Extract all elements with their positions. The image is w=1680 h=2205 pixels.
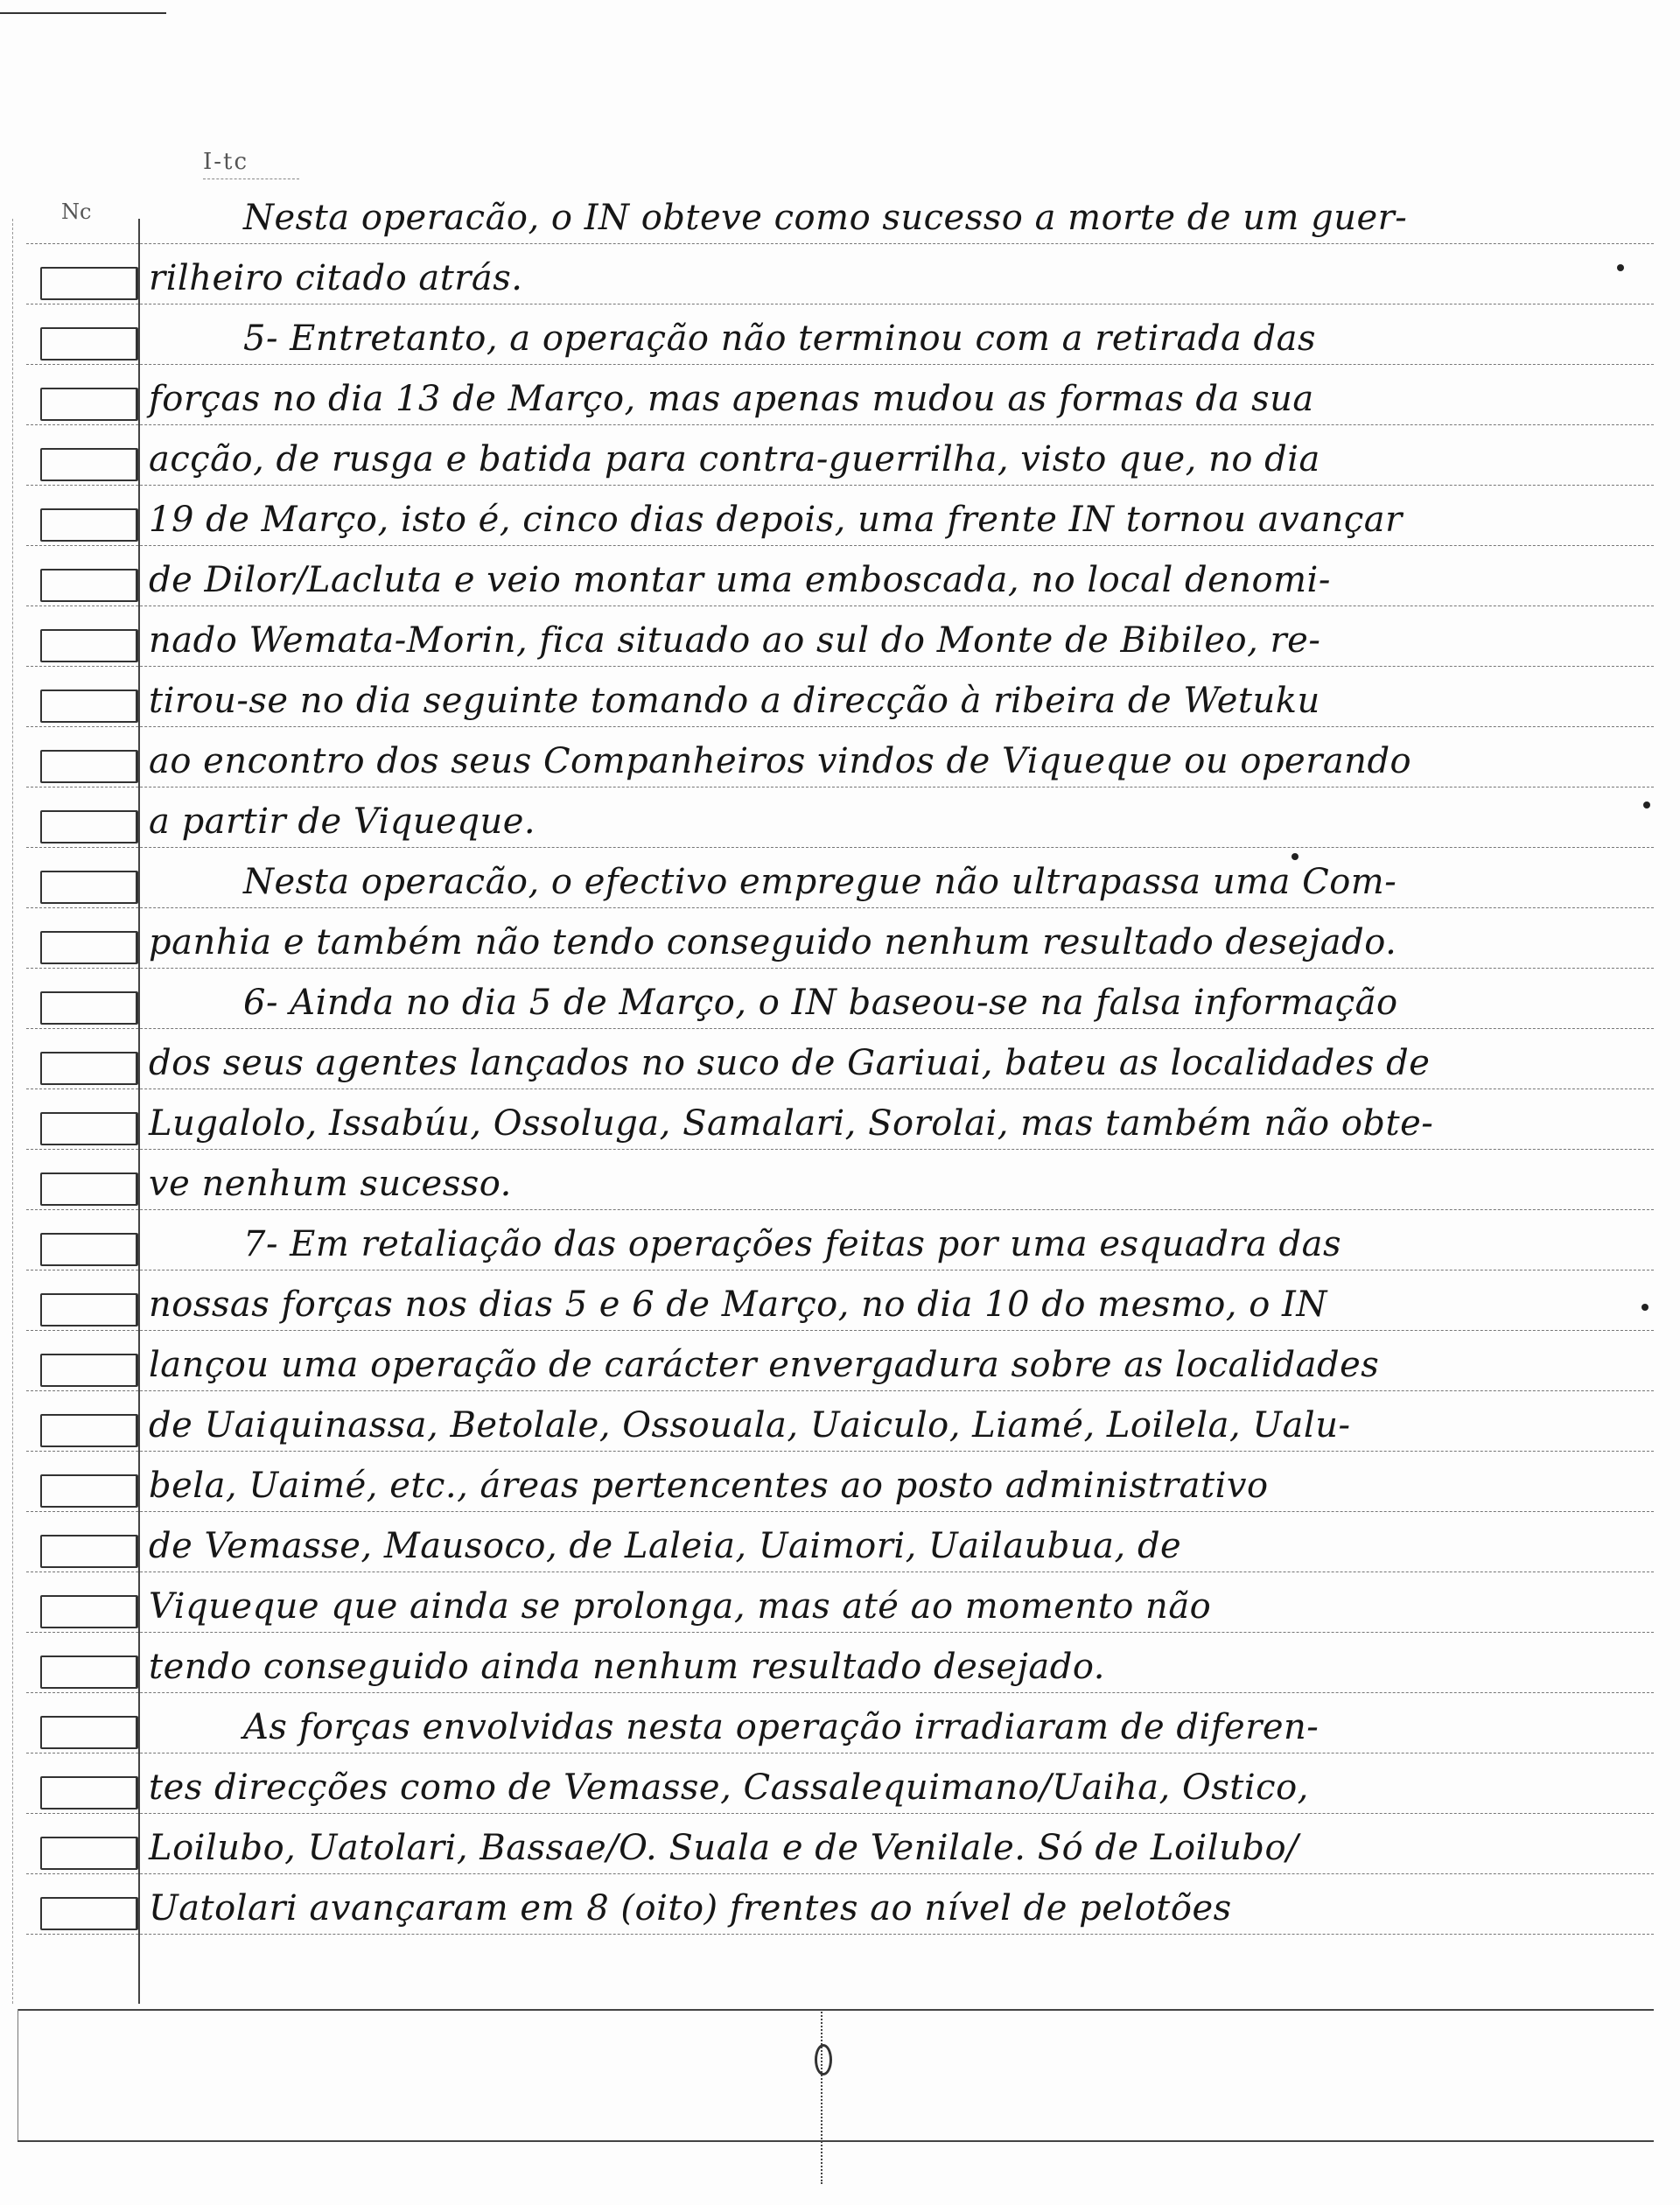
text-line	[26, 1874, 1654, 1935]
line-rule	[26, 1934, 1654, 1935]
margin-checkbox	[40, 690, 138, 723]
margin-checkbox	[40, 1656, 138, 1689]
line-text: 7- Em retaliação das operações feitas por uma esquadra das	[243, 1224, 1342, 1264]
line-text: bela, Uaimé, etc., áreas pertencentes ao posto administrativo	[149, 1466, 1269, 1506]
ink-dot	[1643, 802, 1650, 808]
text-line	[26, 244, 1654, 304]
line-text: ve nenhum sucesso.	[149, 1164, 512, 1204]
line-text: acção, de rusga e batida para contra-guerrilha, visto que, no dia	[149, 439, 1320, 480]
margin-checkbox	[40, 1474, 138, 1508]
line-text: Nesta operacão, o IN obteve como sucesso a morte de um guer-	[243, 198, 1408, 238]
margin-checkbox	[40, 1293, 138, 1326]
text-line	[26, 486, 1654, 546]
margin-checkbox	[40, 629, 138, 662]
line-text: de Uaiquinassa, Betolale, Ossouala, Uaiculo, Liamé, Loilela, Ualu-	[149, 1405, 1351, 1446]
text-line	[26, 1270, 1654, 1331]
text-line	[26, 1452, 1654, 1512]
margin-checkbox	[40, 1112, 138, 1145]
text-line	[26, 546, 1654, 606]
margin-checkbox	[40, 1535, 138, 1568]
text-line	[26, 365, 1654, 425]
binding-mark	[812, 2009, 831, 2184]
margin-checkbox	[40, 1354, 138, 1387]
text-line	[26, 969, 1654, 1029]
line-text: 6- Ainda no dia 5 de Março, o IN baseou-se na falsa informação	[243, 983, 1398, 1023]
text-line	[26, 1633, 1654, 1693]
left-margin-label: Nc	[61, 200, 92, 224]
binding-mark-stem	[821, 2009, 822, 2184]
margin-checkbox	[40, 1233, 138, 1266]
ink-dot	[1642, 1304, 1648, 1311]
header-code: I-tc	[203, 149, 249, 175]
ink-dot	[1292, 853, 1298, 860]
margin-checkbox	[40, 1776, 138, 1810]
footer-blank-area	[18, 2009, 1654, 2142]
text-line	[26, 1572, 1654, 1633]
line-text: rilheiro citado atrás.	[149, 258, 523, 298]
margin-checkbox	[40, 931, 138, 964]
line-text: Nesta operacão, o efectivo empregue não ultrapassa uma Com-	[243, 862, 1397, 902]
text-line	[26, 908, 1654, 969]
left-edge-rule	[12, 219, 13, 2004]
margin-checkbox	[40, 1897, 138, 1930]
text-line	[26, 1754, 1654, 1814]
line-text: ao encontro dos seus Companheiros vindos de Viqueque ou operando	[149, 741, 1412, 781]
margin-checkbox	[40, 871, 138, 904]
line-text: dos seus agentes lançados no suco de Gariuai, bateu as localidades de	[149, 1043, 1431, 1083]
line-text: Viqueque que ainda se prolonga, mas até ao momento não	[149, 1586, 1212, 1627]
line-text: de Vemasse, Mausoco, de Laleia, Uaimori, Uailaubua, de	[149, 1526, 1182, 1566]
margin-checkbox	[40, 1595, 138, 1628]
text-line	[26, 1089, 1654, 1150]
margin-checkbox	[40, 750, 138, 783]
line-text: de Dilor/Lacluta e veio montar uma emboscada, no local denomi-	[149, 560, 1331, 600]
margin-checkbox	[40, 1837, 138, 1870]
ink-dot	[1617, 264, 1624, 271]
text-line	[26, 727, 1654, 788]
margin-checkbox	[40, 1052, 138, 1085]
margin-checkbox	[40, 569, 138, 602]
text-line	[26, 1331, 1654, 1391]
margin-checkbox	[40, 267, 138, 300]
line-text: Lugalolo, Issabúu, Ossoluga, Samalari, Sorolai, mas também não obte-	[149, 1103, 1434, 1144]
margin-checkbox	[40, 991, 138, 1025]
line-text: Loilubo, Uatolari, Bassae/O. Suala e de Venilale. Só de Loilubo/	[149, 1828, 1299, 1868]
line-text: 5- Entretanto, a operação não terminou com a retirada das	[243, 318, 1316, 359]
line-text: tes direcções como de Vemasse, Cassalequimano/Uaiha, Ostico,	[149, 1768, 1309, 1808]
binding-mark-blob	[815, 2044, 832, 2076]
line-text: forças no dia 13 de Março, mas apenas mudou as formas da sua	[149, 379, 1314, 419]
margin-checkbox	[40, 327, 138, 360]
header-code-underline	[203, 178, 299, 179]
margin-checkbox	[40, 1414, 138, 1447]
text-line	[26, 1814, 1654, 1874]
text-line	[26, 1029, 1654, 1089]
text-line	[26, 1512, 1654, 1572]
margin-checkbox	[40, 388, 138, 421]
margin-checkbox	[40, 448, 138, 481]
text-line	[26, 304, 1654, 365]
line-text: 19 de Março, isto é, cinco dias depois, uma frente IN tornou avançar	[149, 500, 1403, 540]
text-line	[26, 1391, 1654, 1452]
margin-checkbox	[40, 1172, 138, 1206]
line-text: As forças envolvidas nesta operação irradiaram de diferen-	[243, 1707, 1320, 1747]
line-text: a partir de Viqueque.	[149, 802, 536, 842]
line-text: panhia e também não tendo conseguido nenhum resultado desejado.	[149, 922, 1397, 962]
text-line	[26, 425, 1654, 486]
line-text: nado Wemata-Morin, fica situado ao sul do Monte de Bibileo, re-	[149, 620, 1321, 661]
text-line	[26, 667, 1654, 727]
text-line	[26, 184, 1654, 244]
margin-checkbox	[40, 508, 138, 542]
top-scratch-mark	[0, 0, 166, 14]
text-line	[26, 606, 1654, 667]
margin-checkbox	[40, 1716, 138, 1749]
line-text: tendo conseguido ainda nenhum resultado desejado.	[149, 1647, 1105, 1687]
text-line	[26, 848, 1654, 908]
text-line	[26, 788, 1654, 848]
text-line	[26, 1210, 1654, 1270]
text-line	[26, 1693, 1654, 1754]
line-text: tirou-se no dia seguinte tomando a direcção à ribeira de Wetuku	[149, 681, 1320, 721]
margin-checkbox	[40, 810, 138, 844]
line-text: lançou uma operação de carácter envergadura sobre as localidades	[149, 1345, 1380, 1385]
line-text: nossas forças nos dias 5 e 6 de Março, no dia 10 do mesmo, o IN	[149, 1284, 1327, 1325]
line-text: Uatolari avançaram em 8 (oito) frentes ao nível de pelotões	[149, 1888, 1232, 1928]
text-line	[26, 1150, 1654, 1210]
